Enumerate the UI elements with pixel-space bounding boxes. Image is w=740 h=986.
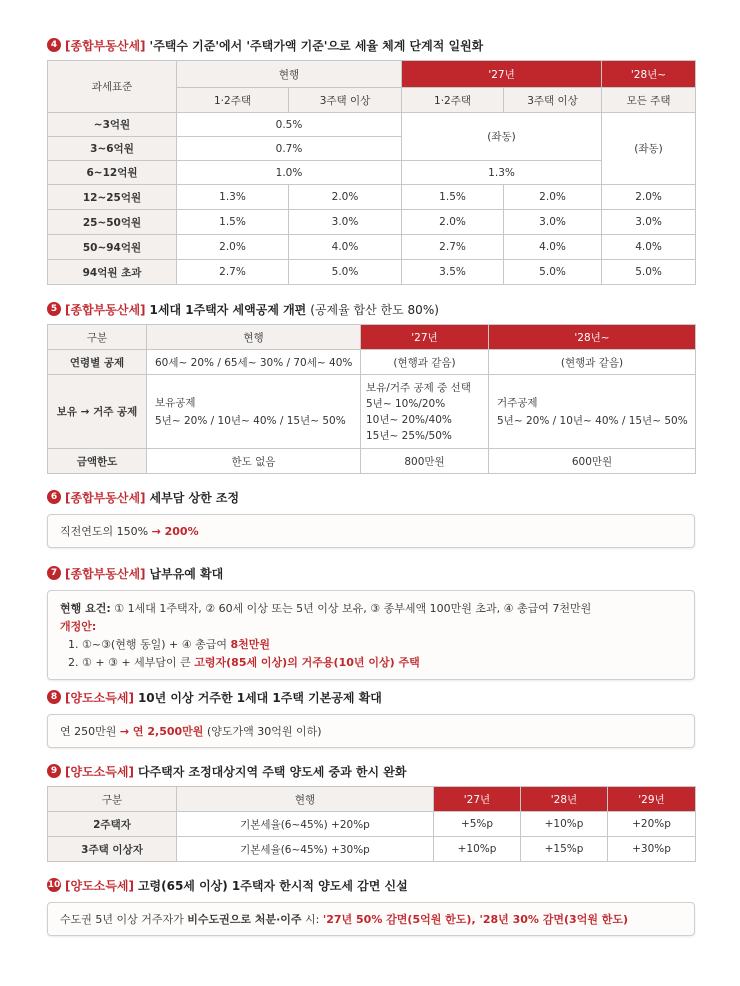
- row-label: 94억원 초과: [48, 260, 177, 285]
- rate-cell: 2.0%: [177, 235, 289, 260]
- rate-cell: 5.0%: [289, 260, 402, 285]
- tax-category-tag: [양도소득세]: [65, 764, 134, 779]
- header-2027: '27년: [361, 325, 489, 350]
- row-label: ~3억원: [48, 113, 177, 137]
- limit-2027: 800만원: [361, 449, 489, 474]
- same-as-left-cell: (좌동): [602, 113, 696, 185]
- row-label: 보유 → 거주 공제: [48, 375, 147, 449]
- section-title: 1세대 1주택자 세액공제 개편: [149, 302, 307, 317]
- current-rate: 기본세율(6~45%) +30%p: [177, 837, 434, 862]
- header-1-2-homes: 1·2주택: [177, 88, 289, 113]
- holding-credit-title: 보유공제: [155, 396, 196, 409]
- rate-cell: 1.5%: [402, 185, 504, 210]
- rate-2028: +15%p: [521, 837, 608, 862]
- rate-cell: 5.0%: [504, 260, 602, 285]
- section-title: 납부유예 확대: [149, 566, 224, 581]
- rate-cell: 0.7%: [177, 137, 402, 161]
- limit-current: 한도 없음: [147, 449, 361, 474]
- section-8-heading: [47, 688, 695, 706]
- row-label: 2주택자: [48, 812, 177, 837]
- section-title: 다주택자 조정대상지역 주택 양도세 중과 한시 완화: [137, 764, 407, 779]
- rate-cell: 3.5%: [402, 260, 504, 285]
- tax-category-tag: [종합부동산세]: [65, 490, 146, 505]
- row-label: 6~12억원: [48, 161, 177, 185]
- holding-credit-current: [147, 375, 361, 449]
- tax-category-tag: [양도소득세]: [65, 690, 134, 705]
- header-3-plus-homes: 3주택 이상: [289, 88, 402, 113]
- row-label: 3주택 이상자: [48, 837, 177, 862]
- section-7: [47, 564, 695, 680]
- row-label: 연령별 공제: [48, 350, 147, 375]
- residence-credit-2028: [489, 375, 696, 449]
- header-current: 현행: [177, 61, 402, 88]
- rate-2029: +20%p: [608, 812, 696, 837]
- section-6-content: [47, 514, 695, 548]
- tax-category-tag: [종합부동산세]: [65, 302, 146, 317]
- rate-cell: 3.0%: [602, 210, 696, 235]
- holding-credit-line: 5년~ 10%/20%: [366, 397, 446, 410]
- current-rate: 기본세율(6~45%) +20%p: [177, 812, 434, 837]
- new-cap: → 200%: [151, 524, 199, 538]
- rate-cell: 2.7%: [177, 260, 289, 285]
- section-title: 10년 이상 거주한 1세대 1주택 기본공제 확대: [137, 690, 382, 705]
- section-number-badge: 6: [47, 490, 61, 504]
- current-text: ① 1세대 1주택자, ② 60세 이상 또는 5년 이상 보유, ③ 종부세액 100만원 초과, ④ 총급여 7천만원: [114, 602, 592, 615]
- holding-credit-line: 10년~ 20%/40%: [366, 413, 452, 426]
- header-tax-base: 과세표준: [48, 61, 177, 113]
- section-7-heading: [47, 564, 695, 582]
- holding-credit-values: 5년~ 20% / 10년~ 40% / 15년~ 50%: [155, 414, 346, 427]
- rate-cell: 2.0%: [289, 185, 402, 210]
- header-2028: '28년~: [489, 325, 696, 350]
- surcharge-table: [47, 786, 696, 862]
- section-number-badge: 10: [47, 880, 61, 890]
- deduction-condition: (양도가액 30억원 이하): [206, 725, 322, 738]
- header-2029: '29년: [608, 787, 696, 812]
- tax-category-tag: [종합부동산세]: [65, 566, 146, 581]
- row-label: 25~50억원: [48, 210, 177, 235]
- section-5: [47, 300, 695, 474]
- header-2028: '28년: [521, 787, 608, 812]
- header-division: 구분: [48, 325, 147, 350]
- plan-label: 개정안:: [60, 620, 97, 633]
- header-2027: '27년: [434, 787, 521, 812]
- rate-cell: 2.0%: [402, 210, 504, 235]
- rate-cell: 2.0%: [504, 185, 602, 210]
- row-label: 12~25억원: [48, 185, 177, 210]
- section-number-badge: 7: [47, 566, 61, 580]
- rate-cell: 5.0%: [602, 260, 696, 285]
- residence-credit-values: 5년~ 20% / 10년~ 40% / 15년~ 50%: [497, 414, 688, 427]
- tax-rate-table: [47, 60, 696, 285]
- header-current: 현행: [147, 325, 361, 350]
- rate-cell: 1.3%: [177, 185, 289, 210]
- section-6-heading: [47, 488, 695, 506]
- section-number-badge: 8: [47, 690, 61, 704]
- header-all-homes: 모든 주택: [602, 88, 696, 113]
- rate-cell: 1.3%: [402, 161, 602, 185]
- tax-category-tag: [양도소득세]: [65, 878, 134, 893]
- row-label: 50~94억원: [48, 235, 177, 260]
- header-2028: '28년~: [602, 61, 696, 88]
- header-division: 구분: [48, 787, 177, 812]
- section-10-heading: [47, 876, 695, 894]
- reduction-text: '27년 50% 감면(5억원 한도), '28년 30% 감면(3억원 한도): [322, 913, 629, 926]
- section-number-badge: 5: [47, 302, 61, 316]
- rate-cell: 3.0%: [504, 210, 602, 235]
- new-deduction: → 연 2,500만원: [119, 725, 204, 738]
- section-number-badge: 9: [47, 764, 61, 778]
- section-number-badge: 4: [47, 38, 61, 52]
- holding-credit-2027: [361, 375, 489, 449]
- section-10-content: [47, 902, 695, 936]
- current-requirements: [60, 600, 682, 618]
- tax-category-tag: [종합부동산세]: [65, 38, 146, 53]
- rate-cell: 4.0%: [289, 235, 402, 260]
- condition-text: 수도권 5년 이상 거주자가: [60, 913, 184, 926]
- rate-cell: 2.0%: [602, 185, 696, 210]
- header-current: 현행: [177, 787, 434, 812]
- header-2027: '27년: [402, 61, 602, 88]
- section-title: 세부담 상한 조정: [149, 490, 240, 505]
- rate-2027: +5%p: [434, 812, 521, 837]
- section-9-heading: [47, 762, 695, 780]
- relocation-text: 비수도권으로 처분·이주: [187, 913, 302, 926]
- when-text: 시:: [305, 913, 320, 926]
- section-9: [47, 762, 695, 862]
- section-8: [47, 688, 695, 748]
- rate-cell: 1.5%: [177, 210, 289, 235]
- section-6: [47, 488, 695, 548]
- section-10: [47, 876, 695, 936]
- section-7-content: [47, 590, 695, 680]
- section-title: 고령(65세 이상) 1주택자 한시적 양도세 감면 신설: [137, 878, 408, 893]
- rate-cell: 0.5%: [177, 113, 402, 137]
- rate-2027: +10%p: [434, 837, 521, 862]
- previous-deduction: 연 250만원: [60, 725, 117, 738]
- rate-cell: 3.0%: [289, 210, 402, 235]
- current-label: 현행 요건:: [60, 602, 111, 615]
- rate-2029: +30%p: [608, 837, 696, 862]
- row-label: 3~6억원: [48, 137, 177, 161]
- age-credit-2028: (현행과 같음): [489, 350, 696, 375]
- plan-item-2: 2. ① + ③ + 세부담이 큰 고령자(85세 이상)의 거주용(10년 이상) 주택: [68, 656, 420, 669]
- age-credit-current: 60세~ 20% / 65세~ 30% / 70세~ 40%: [147, 350, 361, 375]
- rate-2028: +10%p: [521, 812, 608, 837]
- section-5-heading: [47, 300, 695, 318]
- previous-cap: 직전연도의 150%: [60, 525, 149, 538]
- tax-credit-table: [47, 324, 696, 474]
- holding-credit-title: 보유/거주 공제 중 선택: [366, 381, 471, 394]
- section-subtitle: (공제율 합산 한도 80%): [310, 302, 439, 317]
- rate-cell: 4.0%: [602, 235, 696, 260]
- rate-cell: 4.0%: [504, 235, 602, 260]
- section-8-content: [47, 714, 695, 748]
- holding-credit-line: 15년~ 25%/50%: [366, 429, 452, 442]
- age-credit-2027: (현행과 같음): [361, 350, 489, 375]
- rate-cell: 1.0%: [177, 161, 402, 185]
- same-as-left-cell: (좌동): [402, 113, 602, 161]
- section-title: '주택수 기준'에서 '주택가액 기준'으로 세율 체계 단계적 일원화: [149, 38, 484, 53]
- rate-cell: 2.7%: [402, 235, 504, 260]
- limit-2028: 600만원: [489, 449, 696, 474]
- header-3-plus-homes: 3주택 이상: [504, 88, 602, 113]
- section-4-heading: [47, 36, 695, 54]
- section-4: [47, 36, 695, 285]
- residence-credit-title: 거주공제: [497, 396, 538, 409]
- plan-item-1: 1. ①~③(현행 동일) + ④ 총급여 8천만원: [68, 638, 271, 651]
- header-1-2-homes: 1·2주택: [402, 88, 504, 113]
- row-label: 금액한도: [48, 449, 147, 474]
